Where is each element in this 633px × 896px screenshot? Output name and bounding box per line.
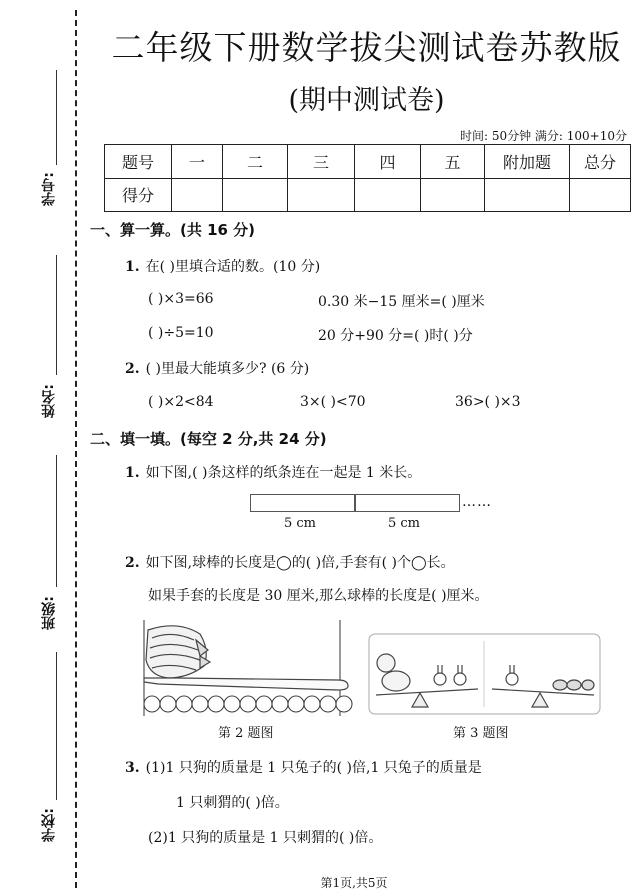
name-line[interactable] xyxy=(56,255,57,375)
score-header-cell: 题号 xyxy=(105,145,172,179)
strip-label: 5 cm xyxy=(388,516,421,531)
score-table xyxy=(104,144,631,212)
s2-q3 xyxy=(125,757,482,777)
score-header-cell: 四 xyxy=(355,145,421,179)
score-header-cell: 五 xyxy=(421,145,485,179)
fig3-caption: 第 3 题图 xyxy=(453,726,509,741)
strip-divider xyxy=(354,494,356,512)
page-footer: 第1页,共5页 xyxy=(320,876,388,890)
s1-q1-number: 1. xyxy=(125,259,140,275)
s1-q2-text: ( )里最大能填多少? (6 分) xyxy=(145,361,310,377)
ball-row xyxy=(144,696,352,712)
score-header-cell: 总分 xyxy=(570,145,631,179)
hedgehog-image xyxy=(553,680,567,690)
s2-q3-line3: (2)1 只狗的质量是 1 只刺猬的( )倍。 xyxy=(148,830,383,846)
school-line[interactable] xyxy=(56,652,57,800)
balance-scales-figure xyxy=(368,633,601,715)
s2-q1-number: 1. xyxy=(125,465,140,481)
s1-q1 xyxy=(125,256,320,276)
name-label: 姓名: xyxy=(41,384,57,418)
s2-q2-text-line2: 如果手套的长度是 30 厘米,那么球棒的长度是( )厘米。 xyxy=(148,588,489,604)
rabbit-image xyxy=(434,673,446,685)
score-table-score-row xyxy=(105,178,631,212)
s2-q2-text-line1: 如下图,球棒的长度是◯的( )倍,手套有( )个◯长。 xyxy=(145,555,455,571)
s2-q3-line2: 1 只刺猬的( )倍。 xyxy=(176,795,289,811)
rabbit-image xyxy=(454,673,466,685)
section2-heading: 二、填一填。(每空 2 分,共 24 分) xyxy=(90,430,327,448)
score-row-label: 得分 xyxy=(105,178,172,212)
paper-strip-figure xyxy=(250,494,460,512)
s1-q1-item: ( )×3=66 xyxy=(148,291,214,307)
page-title: 二年级下册数学拔尖测试卷苏教版 xyxy=(111,28,622,67)
student-no-line[interactable] xyxy=(56,70,57,165)
score-cell[interactable] xyxy=(288,178,355,212)
strip-continuation-dots: …… xyxy=(462,494,492,510)
hedgehog-image xyxy=(582,680,594,690)
rabbit-image xyxy=(506,673,518,685)
score-header-cell: 附加题 xyxy=(485,145,570,179)
hedgehog-image xyxy=(567,680,581,690)
score-header-cell: 一 xyxy=(172,145,223,179)
glove-bat-balls-figure xyxy=(138,620,360,720)
s1-q2-number: 2. xyxy=(125,361,140,377)
s1-q1-item: 0.30 米−15 厘米=( )厘米 xyxy=(318,294,485,310)
score-header-cell: 三 xyxy=(288,145,355,179)
score-cell[interactable] xyxy=(485,178,570,212)
student-no-label: 学号: xyxy=(41,172,57,206)
s2-q3-line1: (1)1 只狗的质量是 1 只兔子的( )倍,1 只兔子的质量是 xyxy=(145,760,482,776)
score-cell[interactable] xyxy=(223,178,288,212)
score-table-header-row xyxy=(105,145,631,179)
s1-q2-item: ( )×2<84 xyxy=(148,394,214,410)
bat-image xyxy=(144,678,348,690)
s2-q2 xyxy=(125,552,455,572)
class-line[interactable] xyxy=(56,455,57,587)
s1-q1-item: 20 分+90 分=( )时( )分 xyxy=(318,328,473,344)
s1-q2-item: 3×( )<70 xyxy=(300,394,366,410)
fig2-caption: 第 2 题图 xyxy=(218,726,274,741)
binding-dashed-line xyxy=(75,10,77,888)
school-label: 学校: xyxy=(41,808,57,842)
strip-label: 5 cm xyxy=(284,516,317,531)
score-cell[interactable] xyxy=(421,178,485,212)
s1-q1-text: 在( )里填合适的数。(10 分) xyxy=(145,259,321,275)
score-cell[interactable] xyxy=(570,178,631,212)
glove-image xyxy=(146,626,210,678)
s2-q2-number: 2. xyxy=(125,555,140,571)
score-header-cell: 二 xyxy=(223,145,288,179)
s1-q2 xyxy=(125,358,309,378)
time-info: 时间: 50分钟 满分: 100+10分 xyxy=(459,129,627,143)
s1-q1-item: ( )÷5=10 xyxy=(148,325,214,341)
s2-q3-number: 3. xyxy=(125,760,140,776)
section1-heading: 一、算一算。(共 16 分) xyxy=(90,221,256,239)
score-cell[interactable] xyxy=(172,178,223,212)
s1-q2-item: 36>( )×3 xyxy=(455,394,521,410)
s2-q1-text: 如下图,( )条这样的纸条连在一起是 1 米长。 xyxy=(145,465,422,481)
class-label: 班级: xyxy=(41,596,57,630)
dog-image xyxy=(382,671,410,691)
score-cell[interactable] xyxy=(355,178,421,212)
s2-q1 xyxy=(125,462,421,482)
page-subtitle: (期中测试卷) xyxy=(288,85,445,116)
